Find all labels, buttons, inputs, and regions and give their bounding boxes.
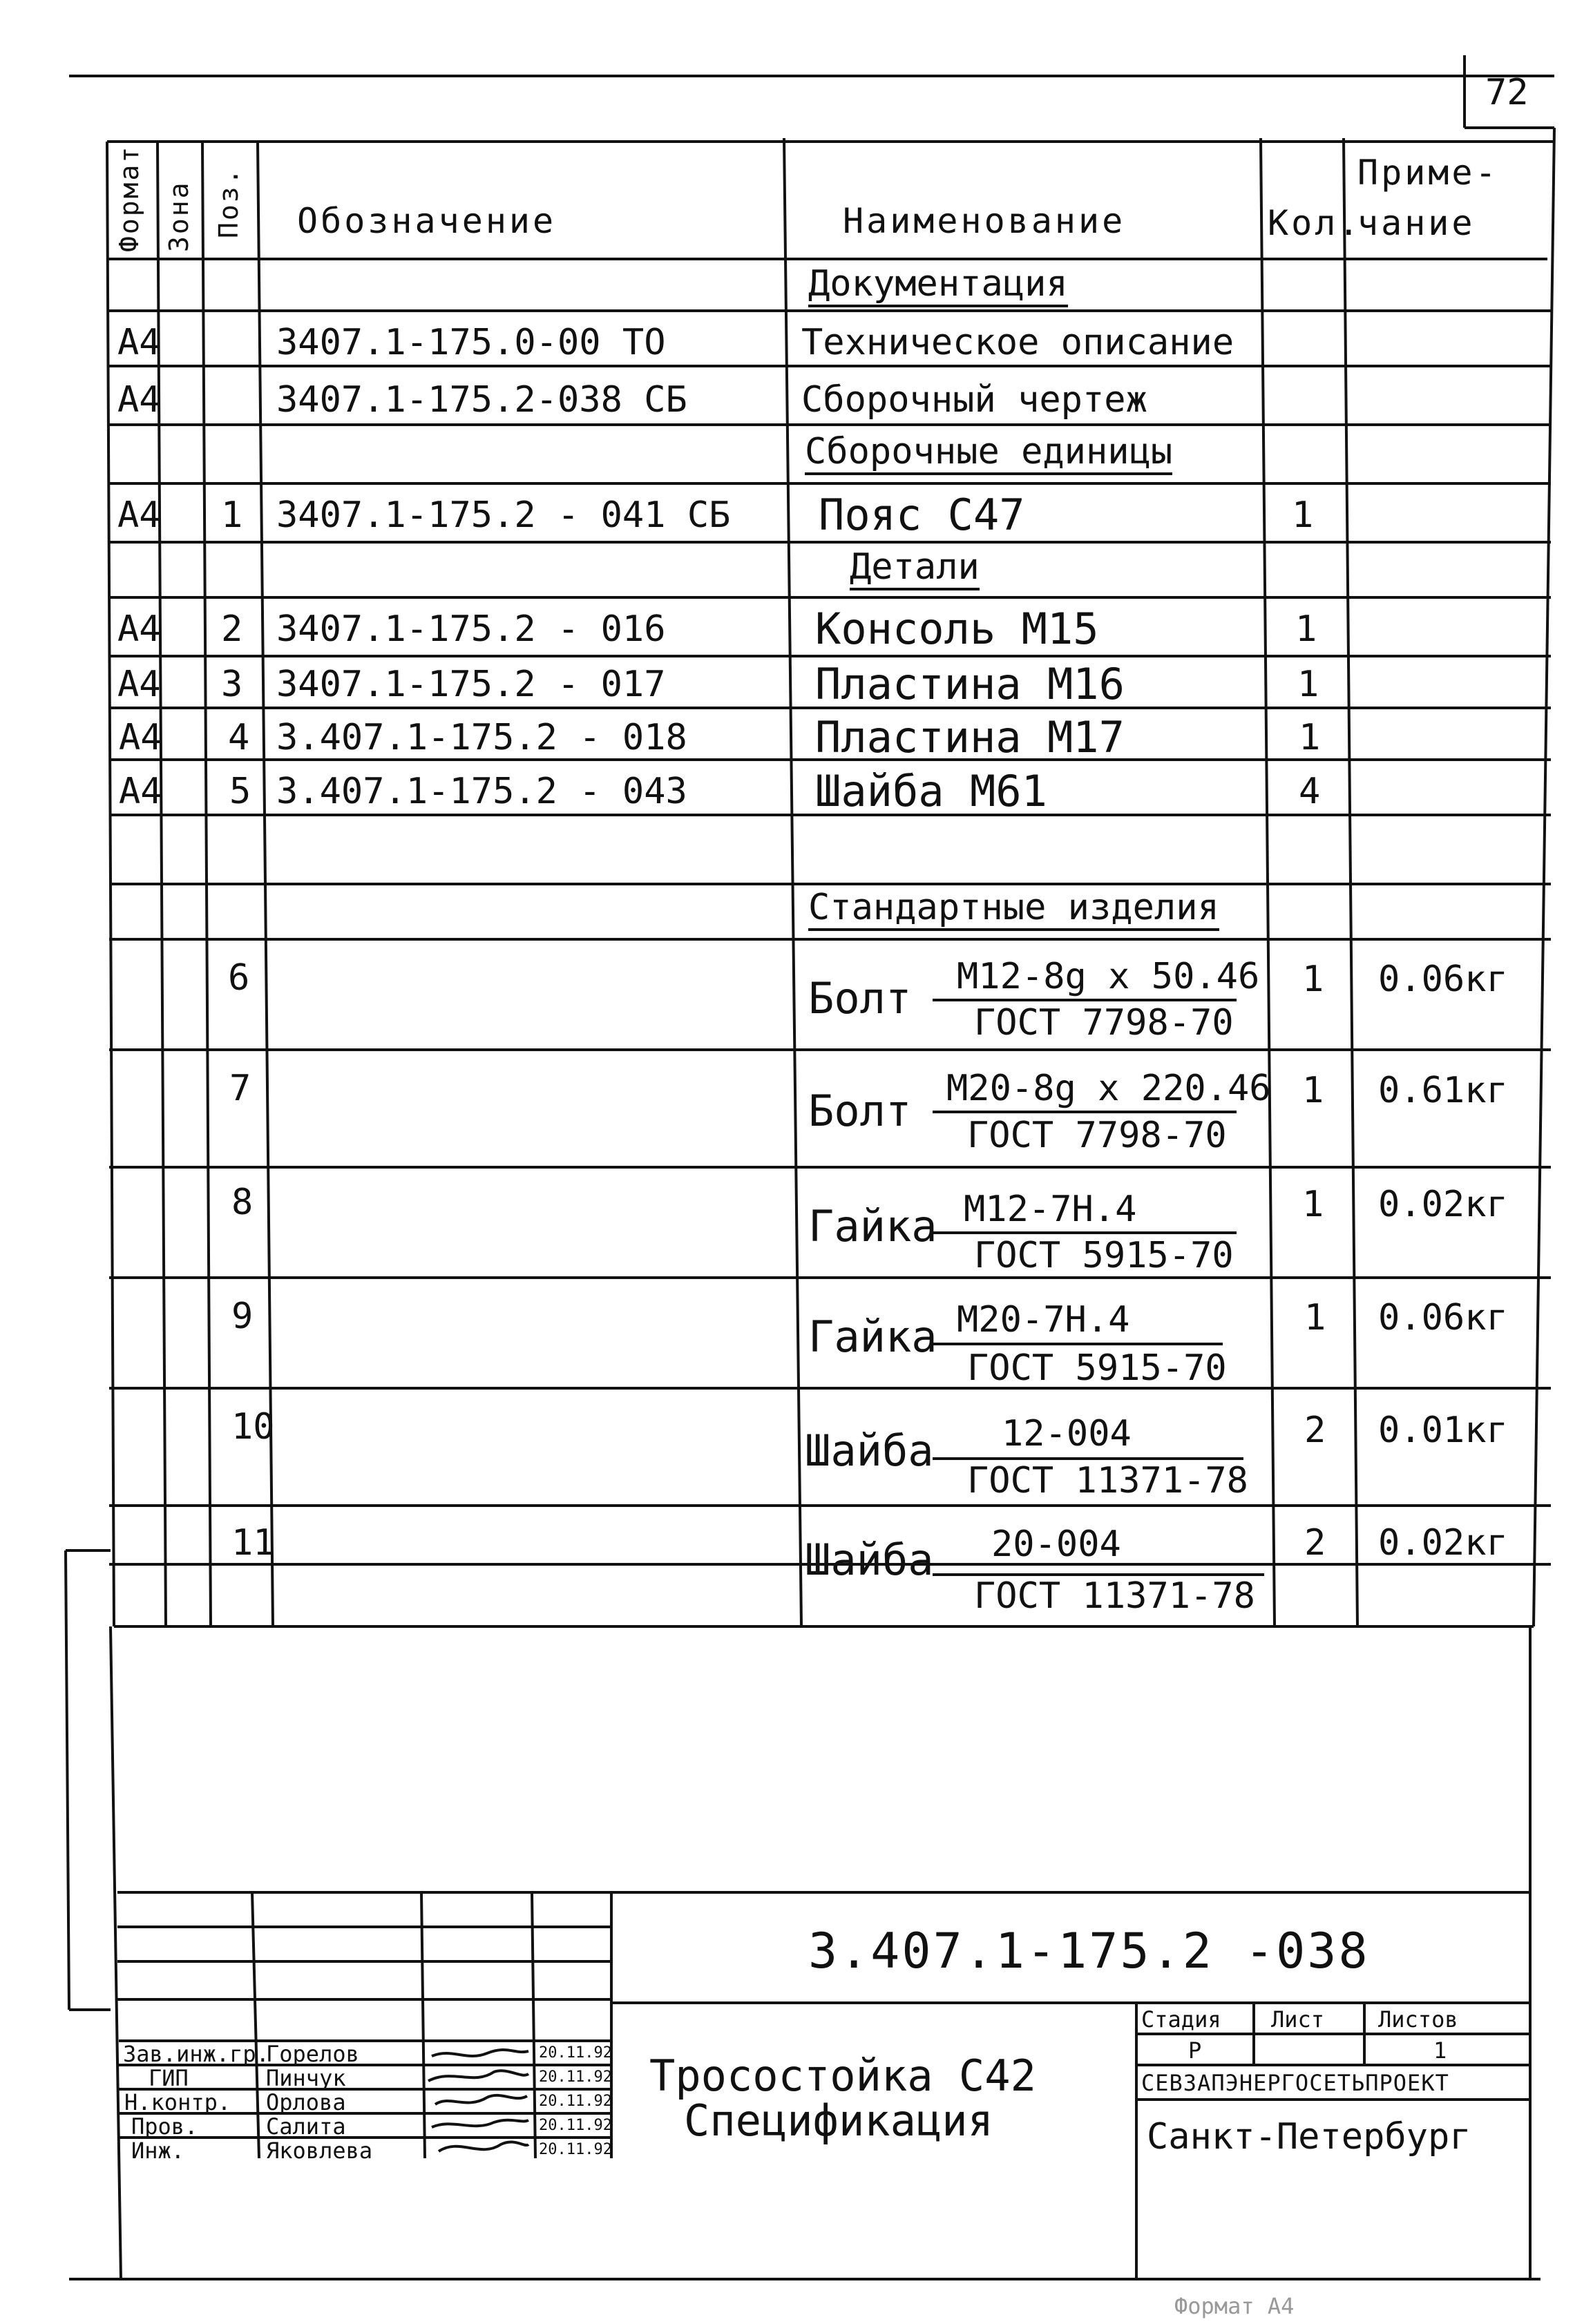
r4-format: А4 [119,717,162,758]
r4-designation: 3.407.1-175.2 - 018 [276,717,687,758]
s8-item: Гайка [808,1201,937,1251]
r4-qty: 1 [1299,717,1321,758]
doc2-format: А4 [117,379,161,421]
r2-designation: 3407.1-175.2 - 016 [276,608,666,650]
header-format: Формат [114,144,144,252]
s8-note: 0.02кг [1378,1184,1508,1225]
person-role: Пров. [131,2113,198,2140]
s9-spec: М20-7Н.4 [957,1299,1130,1341]
s7-note: 0.61кг [1378,1070,1508,1111]
s9-item: Гайка [808,1312,937,1362]
person-date: 20.11.92 [539,2068,612,2086]
sheets-label: Листов [1378,2006,1458,2033]
s7-qty: 1 [1302,1070,1324,1111]
s9-std: ГОСТ 5915-70 [967,1347,1227,1389]
r4-pos: 4 [228,717,250,758]
r2-format: А4 [117,608,161,650]
person-name: Орлова [266,2089,346,2115]
organization-name: СЕВЗАПЭНЕРГОСЕТЬПРОЕКТ [1141,2070,1449,2096]
s8-pos: 8 [231,1182,254,1223]
person-role: Н.контр. [124,2089,231,2115]
sheet-number: 72 [1485,72,1529,113]
header-qty: Кол. [1268,203,1362,243]
person-name: Яковлева [266,2138,373,2164]
r3-designation: 3407.1-175.2 - 017 [276,664,666,705]
s10-note: 0.01кг [1378,1410,1508,1451]
s6-spec: М12-8g x 50.46 [957,956,1260,997]
r5-format: А4 [119,771,162,812]
r3-name: Пластина М16 [815,659,1125,709]
header-pos: Поз. [213,166,244,238]
stage-label: Стадия [1141,2006,1221,2033]
s7-item: Болт [808,1086,912,1136]
r5-qty: 4 [1299,771,1321,812]
header-zone: Зона [164,180,194,252]
s8-qty: 1 [1302,1184,1324,1225]
r1-designation: 3407.1-175.2 - 041 СБ [276,494,731,536]
s7-pos: 7 [229,1068,251,1109]
s11-qty: 2 [1304,1522,1326,1564]
s9-pos: 9 [231,1296,254,1337]
r2-qty: 1 [1295,608,1317,650]
person-role: Инж. [131,2138,185,2164]
person-date: 20.11.92 [539,2044,612,2062]
city-name: Санкт-Петербург [1147,2116,1471,2158]
s10-item: Шайба [805,1425,934,1476]
r1-format: А4 [117,494,161,536]
doc1-name: Техническое описание [801,322,1234,363]
r1-name: Пояс С47 [819,490,1025,540]
r3-format: А4 [117,664,161,705]
r3-qty: 1 [1297,664,1319,705]
s6-qty: 1 [1302,959,1324,1000]
s11-item: Шайба [805,1535,934,1585]
r1-pos: 1 [221,494,243,536]
r5-designation: 3.407.1-175.2 - 043 [276,771,687,812]
s8-std: ГОСТ 5915-70 [974,1235,1234,1276]
s6-pos: 6 [228,957,250,999]
doc2-designation: 3407.1-175.2-038 СБ [276,379,687,421]
person-name: Салита [266,2113,346,2140]
stage-value: Р [1188,2037,1202,2064]
s6-std: ГОСТ 7798-70 [974,1002,1234,1044]
doc-code: 3.407.1-175.2 -038 [808,1923,1370,1979]
s8-spec: М12-7Н.4 [964,1189,1137,1230]
s7-spec: М20-8g x 220.46 [946,1068,1271,1109]
r5-pos: 5 [229,771,251,812]
s10-pos: 10 [231,1406,275,1448]
s10-std: ГОСТ 11371-78 [967,1460,1248,1501]
section-details: Детали [850,549,980,590]
header-name: Наименование [843,201,1126,241]
person-role: Зав.инж.гр. [123,2041,269,2067]
s10-spec: 12-004 [1002,1413,1132,1454]
s11-std: ГОСТ 11371-78 [974,1575,1255,1617]
person-name: Горелов [266,2041,359,2067]
person-role: ГИП [149,2065,189,2091]
s11-spec: 20-004 [991,1524,1121,1565]
s9-note: 0.06кг [1378,1297,1508,1338]
s11-note: 0.02кг [1378,1522,1508,1564]
section-documentation: Документация [808,266,1068,307]
section-assembly-units: Сборочные единицы [805,434,1172,475]
title-line2: Спецификация [684,2095,993,2146]
person-date: 20.11.92 [539,2117,612,2134]
person-name: Пинчук [266,2065,346,2091]
s11-pos: 11 [231,1522,275,1564]
sheet-label: Лист [1271,2006,1325,2033]
doc2-name: Сборочный чертеж [801,379,1147,421]
signatures [425,2041,532,2162]
s6-item: Болт [808,973,912,1024]
header-designation: Обозначение [297,201,557,241]
section-standard-items: Стандартные изделия [808,890,1219,931]
r4-name: Пластина М17 [815,712,1125,762]
r5-name: Шайба М61 [815,766,1047,816]
doc1-designation: 3407.1-175.0-00 ТО [276,322,666,363]
doc1-format: А4 [117,322,161,363]
s9-qty: 1 [1304,1297,1326,1338]
title-line1: Тросостойка С42 [649,2051,1036,2101]
s6-note: 0.06кг [1378,959,1508,1000]
person-date: 20.11.92 [539,2093,612,2110]
header-note-line1: Приме- [1357,153,1499,193]
person-date: 20.11.92 [539,2141,612,2158]
r1-qty: 1 [1292,494,1314,536]
r3-pos: 3 [221,664,243,705]
s10-qty: 2 [1304,1410,1326,1451]
sheets-value: 1 [1433,2037,1447,2064]
header-note-line2: чание [1357,203,1476,243]
s7-std: ГОСТ 7798-70 [967,1115,1227,1156]
format-note: Формат А4 [1174,2293,1295,2319]
r2-name: Консоль М15 [815,604,1099,654]
r2-pos: 2 [221,608,243,650]
